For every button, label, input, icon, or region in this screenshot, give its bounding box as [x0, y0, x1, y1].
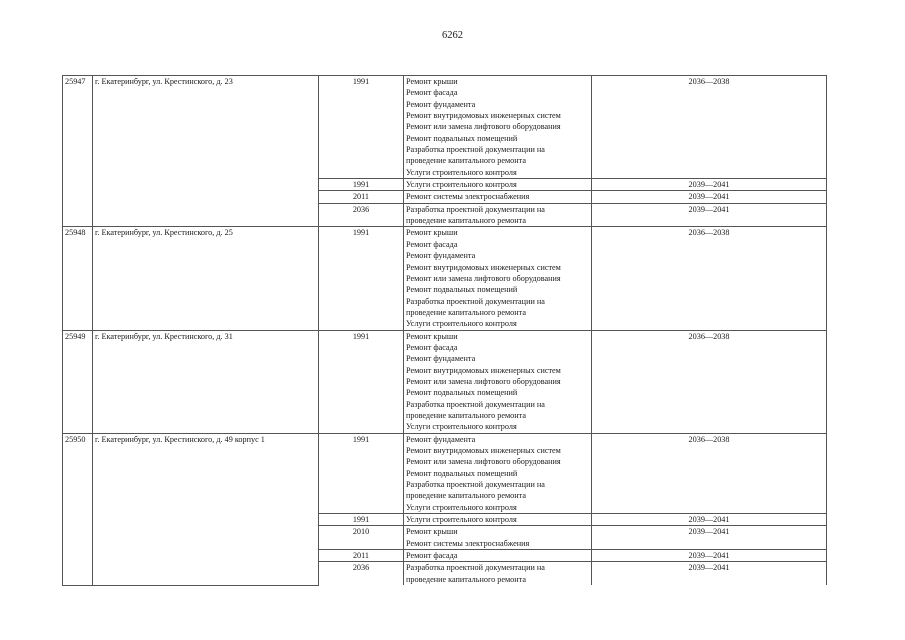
planned-period: 2036—2038 [592, 76, 827, 179]
work-item: проведение капитального ремонта [406, 156, 526, 166]
works-list [404, 433, 592, 513]
work-item: Ремонт фасада [406, 551, 458, 561]
work-item: Услуги строительного контроля [406, 422, 517, 432]
work-item: Ремонт фундамента [406, 354, 476, 364]
planned-period: 2036—2038 [592, 433, 827, 513]
works-list [404, 550, 592, 562]
work-item: Разработка проектной документации на [406, 296, 545, 306]
entry-address: г. Екатеринбург, ул. Крестинского, д. 49 корпус 1 [93, 433, 319, 585]
construction-year: 1991 [319, 76, 404, 179]
work-item: Ремонт внутридомовых инженерных систем [406, 111, 561, 121]
works-list [404, 203, 592, 227]
work-item: Ремонт фасада [406, 239, 458, 249]
table-body [63, 76, 827, 586]
works-list [404, 191, 592, 203]
work-item: Ремонт внутридомовых инженерных систем [406, 365, 561, 375]
construction-year: 2036 [319, 203, 404, 227]
construction-year: 2010 [319, 526, 404, 550]
work-item: Разработка проектной документации на [406, 145, 545, 155]
planned-period: 2039—2041 [592, 179, 827, 191]
table-row [63, 330, 827, 433]
page-number: 6262 [442, 30, 463, 41]
work-item: Разработка проектной документации на [406, 399, 545, 409]
work-item: Разработка проектной документации на [406, 563, 545, 573]
entry-number: 25948 [63, 227, 93, 330]
entry-number: 25950 [63, 433, 93, 585]
work-item: Ремонт или замена лифтового оборудования [406, 376, 561, 386]
work-item: Ремонт фасада [406, 342, 458, 352]
work-item: Услуги строительного контроля [406, 180, 517, 190]
work-item: Ремонт подвальных помещений [406, 468, 518, 478]
entry-address: г. Екатеринбург, ул. Крестинского, д. 31 [93, 330, 319, 433]
table-row [63, 433, 827, 513]
work-item: Ремонт системы электроснабжения [406, 538, 530, 548]
planned-period: 2039—2041 [592, 203, 827, 227]
work-item: Ремонт фасада [406, 88, 458, 98]
work-item: Ремонт фундамента [406, 99, 476, 109]
table-row [63, 227, 827, 330]
construction-year: 1991 [319, 433, 404, 513]
entry-address: г. Екатеринбург, ул. Крестинского, д. 23 [93, 76, 319, 227]
work-item: проведение капитального ремонта [406, 574, 526, 584]
work-item: Ремонт крыши [406, 527, 458, 537]
planned-period: 2039—2041 [592, 191, 827, 203]
works-list [404, 227, 592, 330]
repair-schedule-table [62, 75, 827, 586]
construction-year: 1991 [319, 330, 404, 433]
work-item: Ремонт подвальных помещений [406, 388, 518, 398]
work-item: Услуги строительного контроля [406, 319, 517, 329]
planned-period: 2039—2041 [592, 562, 827, 585]
work-item: проведение капитального ремонта [406, 307, 526, 317]
work-item: Ремонт внутридомовых инженерных систем [406, 446, 561, 455]
work-item: проведение капитального ремонта [406, 491, 526, 501]
planned-period: 2036—2038 [592, 227, 827, 330]
entry-address: г. Екатеринбург, ул. Крестинского, д. 25 [93, 227, 319, 330]
work-item: Ремонт крыши [406, 331, 458, 341]
work-item: проведение капитального ремонта [406, 216, 526, 226]
works-list [404, 526, 592, 550]
construction-year: 2011 [319, 550, 404, 562]
planned-period: 2039—2041 [592, 526, 827, 550]
work-item: проведение капитального ремонта [406, 410, 526, 420]
planned-period: 2036—2038 [592, 330, 827, 433]
construction-year: 2011 [319, 191, 404, 203]
planned-period: 2039—2041 [592, 514, 827, 526]
work-item: Ремонт или замена лифтового оборудования [406, 122, 561, 132]
work-item: Ремонт фундамента [406, 434, 476, 444]
planned-period: 2039—2041 [592, 550, 827, 562]
work-item: Ремонт подвальных помещений [406, 285, 518, 295]
work-item: Ремонт или замена лифтового оборудования [406, 273, 561, 283]
works-list [404, 179, 592, 191]
work-item: Ремонт крыши [406, 228, 458, 238]
table-row [63, 76, 827, 179]
construction-year: 2036 [319, 562, 404, 585]
work-item: Ремонт подвальных помещений [406, 133, 518, 143]
work-item: Разработка проектной документации на [406, 204, 545, 214]
construction-year: 1991 [319, 179, 404, 191]
works-list [404, 514, 592, 526]
work-item: Услуги строительного контроля [406, 167, 517, 177]
works-list [404, 76, 592, 179]
construction-year: 1991 [319, 514, 404, 526]
work-item: Услуги строительного контроля [406, 515, 517, 525]
work-item: Ремонт фундамента [406, 251, 476, 261]
construction-year: 1991 [319, 227, 404, 330]
work-item: Услуги строительного контроля [406, 502, 517, 512]
work-item: Ремонт крыши [406, 77, 458, 86]
entry-number: 25947 [63, 76, 93, 227]
entry-number: 25949 [63, 330, 93, 433]
works-list [404, 562, 592, 585]
works-list [404, 330, 592, 433]
work-item: Разработка проектной документации на [406, 480, 545, 490]
work-item: Ремонт системы электроснабжения [406, 192, 530, 202]
work-item: Ремонт или замена лифтового оборудования [406, 457, 561, 467]
work-item: Ремонт внутридомовых инженерных систем [406, 262, 561, 272]
